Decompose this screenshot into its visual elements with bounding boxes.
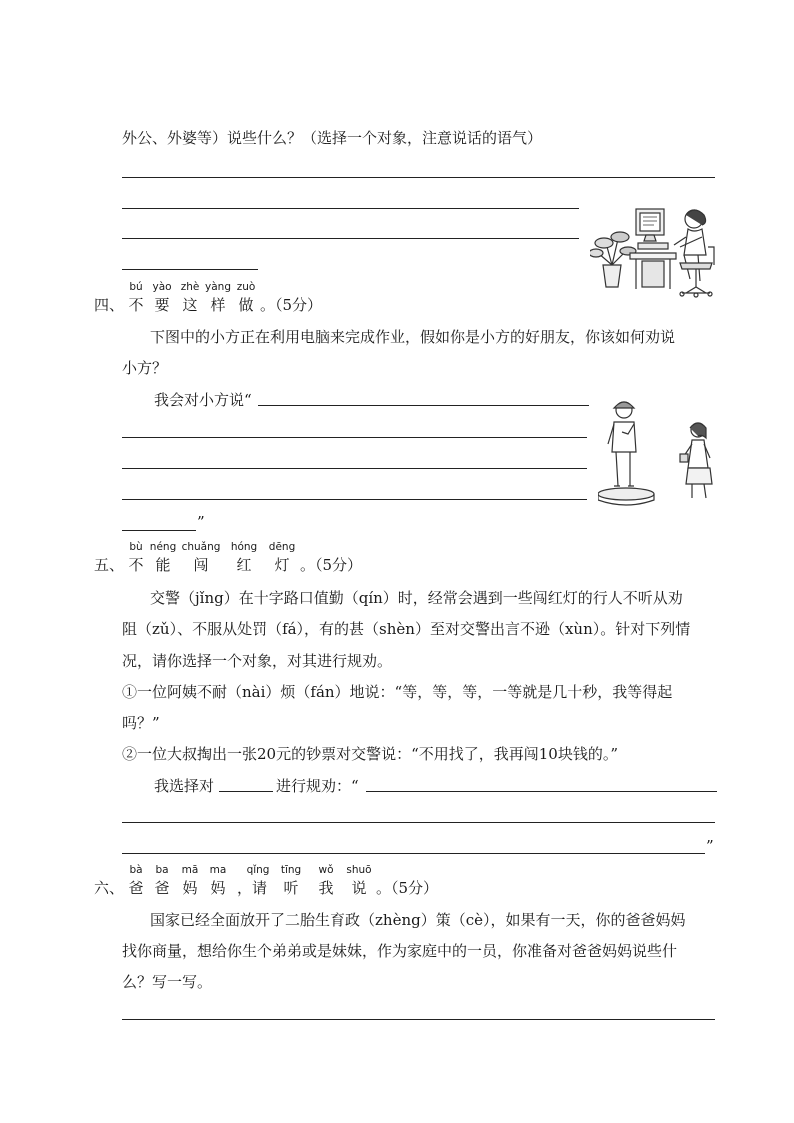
answer-line — [122, 1019, 715, 1020]
section-5-heading — [94, 541, 363, 575]
intro-line: 外公、外婆等）说些什么？（选择一个对象，注意说话的语气） — [122, 129, 543, 147]
pinyin-char: bù 不 — [128, 541, 144, 574]
pinyin-char: yàng 样 — [205, 281, 231, 314]
blank-line — [219, 791, 273, 792]
pinyin-char: ba 爸 — [154, 864, 170, 897]
score-note: 。（5分） — [376, 879, 439, 897]
pinyin-char: shuō 说 — [346, 864, 372, 897]
pinyin-char: néng 能 — [149, 541, 177, 574]
answer-line — [122, 468, 587, 469]
pinyin-char: ma 妈 — [209, 864, 227, 897]
answer-line — [122, 177, 715, 178]
option-2: ②一位大叔掏出一张20元的钞票对交警说：“不用找了，我再闯10块钱的。” — [122, 745, 619, 763]
pinyin-char: bà 爸 — [128, 864, 144, 897]
section-6-heading — [94, 864, 439, 898]
option-1: ①一位阿姨不耐（nài）烦（fán）地说：“等，等，等，一等就是几十秒，我等得起 — [122, 683, 673, 701]
answer-line — [122, 530, 196, 531]
option-1-cont: 吗？” — [122, 714, 160, 732]
section-number: 四、 — [94, 296, 125, 314]
answer-line — [122, 437, 587, 438]
pinyin-char: hóng 红 — [230, 541, 258, 574]
section-5-prompt-b: 进行规劝：“ — [276, 777, 359, 795]
answer-line — [122, 208, 579, 209]
boy-and-woman-illustration — [598, 398, 720, 508]
section-6-paragraph: 国家已经全面放开了二胎生育政（zhèng）策（cè），如果有一天，你的爸爸妈妈 — [150, 911, 686, 929]
section-4-prompt: 我会对小方说“ — [154, 391, 252, 409]
section-5-prompt-a: 我选择对 — [154, 777, 215, 795]
answer-line — [258, 405, 589, 406]
pinyin-char: yào 要 — [152, 281, 172, 314]
answer-line — [122, 853, 705, 854]
close-quote: ” — [197, 513, 205, 531]
pinyin-char: zhè 这 — [180, 281, 200, 314]
section-5-paragraph: 况，请你选择一个对象，对其进行规劝。 — [122, 652, 393, 670]
answer-line — [366, 791, 717, 792]
section-number: 五、 — [94, 556, 125, 574]
score-note: 。（5分） — [300, 556, 363, 574]
section-5-paragraph: 阻（zǔ）、不服从处罚（fá），有的甚（shèn）至对交警出言不逊（xùn）。针对下列情 — [122, 620, 691, 638]
section-6-paragraph: 么？写一写。 — [122, 973, 213, 991]
section-6-paragraph: 找你商量，想给你生个弟弟或是妹妹，作为家庭中的一员，你准备对爸爸妈妈说些什 — [122, 942, 678, 960]
section-4-paragraph: 小方？ — [122, 359, 168, 377]
pinyin-char: wǒ 我 — [318, 864, 334, 897]
pinyin-char: qǐng ，请 — [237, 864, 270, 897]
girl-at-computer-illustration — [590, 203, 720, 299]
section-4-heading — [94, 281, 323, 315]
answer-line — [122, 499, 587, 500]
answer-line — [122, 822, 715, 823]
pinyin-char: mā 妈 — [181, 864, 199, 897]
answer-line — [122, 269, 258, 270]
pinyin-char: zuò 做 — [236, 281, 256, 314]
section-number: 六、 — [94, 879, 125, 897]
section-4-paragraph: 下图中的小方正在利用电脑来完成作业，假如你是小方的好朋友，你该如何劝说 — [150, 328, 676, 346]
score-note: 。（5分） — [260, 296, 323, 314]
pinyin-char: chuǎng 闯 — [181, 541, 221, 574]
pinyin-char: bú 不 — [128, 281, 144, 314]
pinyin-char: dēng 灯 — [268, 541, 296, 574]
answer-line — [122, 238, 579, 239]
close-quote: ” — [706, 837, 714, 855]
section-5-paragraph: 交警（jǐng）在十字路口值勤（qín）时，经常会遇到一些闯红灯的行人不听从劝 — [150, 589, 683, 607]
pinyin-char: tīng 听 — [280, 864, 302, 897]
